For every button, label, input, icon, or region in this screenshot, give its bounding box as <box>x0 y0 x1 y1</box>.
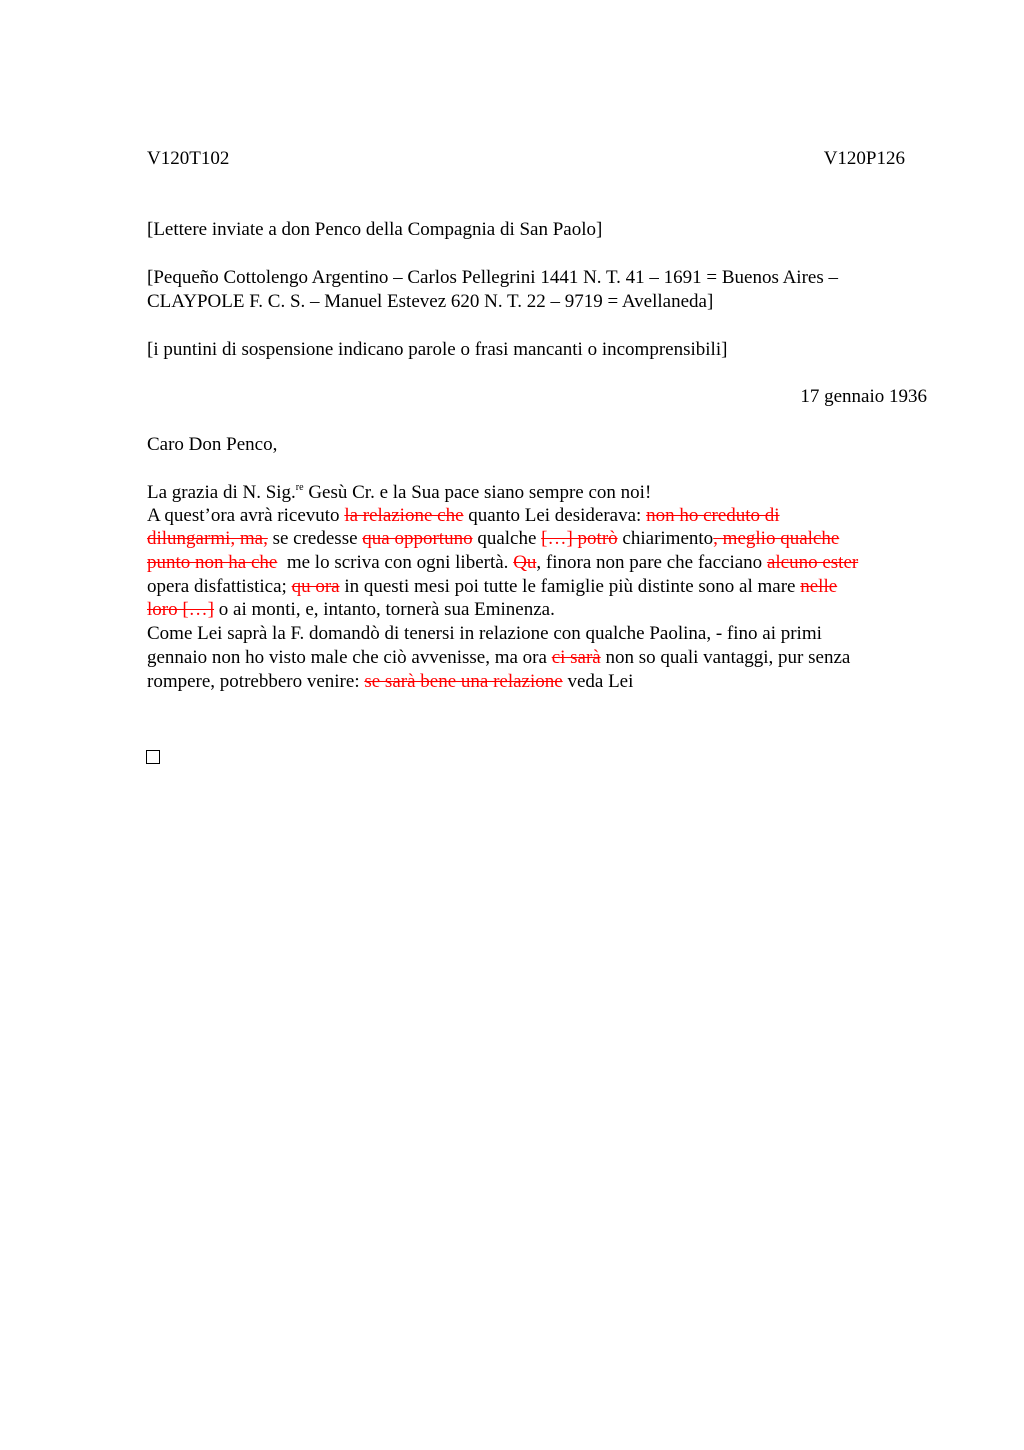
body-line: punto non ha che me lo scriva con ogni libertà. Qu, finora non pare che facciano alcuno ester <box>147 552 859 573</box>
deleted-text: la relazione che <box>344 505 464 526</box>
deleted-text: se sarà bene una relazione <box>364 671 563 692</box>
deleted-text: […] potrò <box>541 528 618 549</box>
deleted-text: nelle <box>800 576 838 597</box>
deleted-text: qu ora <box>291 576 340 597</box>
body-line: dilungarmi, ma, se credesse qua opportuno qualche […] potrò chiarimento, meglio qualche <box>147 528 840 549</box>
body-line: La grazia di N. Sig.$^{re}$ Gesù Cr. e la Sua pace siano sempre con noi! <box>147 482 652 503</box>
letter-date: 17 gennaio 1936 <box>800 386 927 407</box>
editorial-legend: [i puntini di sospensione indicano parole o frasi mancanti o incomprensibili] <box>147 339 728 360</box>
deleted-text: punto non ha che <box>147 552 278 573</box>
deleted-text: ci sarà <box>551 647 601 668</box>
salutation: Caro Don Penco, <box>147 434 278 455</box>
deleted-text: , meglio qualche <box>713 528 840 549</box>
address-note-line-2: CLAYPOLE F. C. S. – Manuel Estevez 620 N. T. 22 – 9719 = Avellaneda] <box>147 291 714 312</box>
collection-note: [Lettere inviate a don Penco della Compagnia di San Paolo] <box>147 219 603 240</box>
checkbox[interactable] <box>146 750 160 764</box>
deleted-text: qua opportuno <box>362 528 473 549</box>
body-line: gennaio non ho visto male che ciò avvenisse, ma ora ci sarà non so quali vantaggi, pur senza <box>147 647 851 668</box>
body-line: A quest’ora avrà ricevuto la relazione che quanto Lei desiderava: non ho creduto di <box>147 505 780 526</box>
body-line: rompere, potrebbero venire: se sarà bene una relazione veda Lei <box>147 671 634 692</box>
deleted-text: loro […] <box>147 599 215 620</box>
body-line: opera disfattistica; qu ora in questi mesi poi tutte le famiglie più distinte sono al mare nelle <box>147 576 838 597</box>
body-line: loro […] o ai monti, e, intanto, tornerà sua Eminenza. <box>147 599 555 620</box>
deleted-text: non ho creduto di <box>646 505 780 526</box>
deleted-text: Qu <box>513 552 537 573</box>
body-line: Come Lei saprà la F. domandò di tenersi in relazione con qualche Paolina, - fino ai primi <box>147 623 822 644</box>
document-code-right: V120P126 <box>823 148 905 169</box>
address-note-line-1: [Pequeño Cottolengo Argentino – Carlos Pellegrini 1441 N. T. 41 – 1691 = Buenos Aires – <box>147 267 838 288</box>
deleted-text: alcuno ester <box>766 552 859 573</box>
document-code-left: V120T102 <box>147 148 230 169</box>
deleted-text: dilungarmi, ma, <box>147 528 268 549</box>
